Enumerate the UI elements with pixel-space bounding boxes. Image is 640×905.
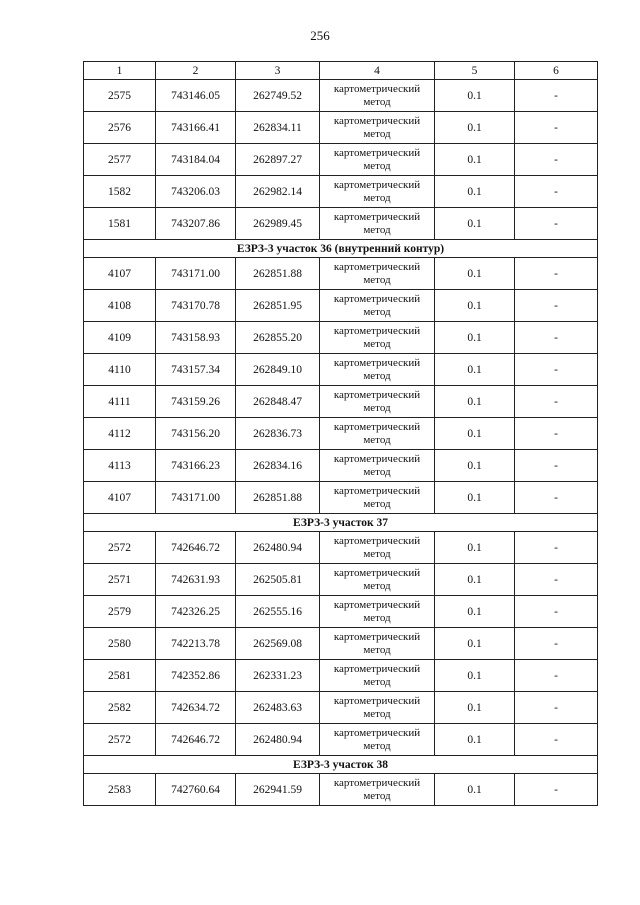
table-row: [84, 596, 598, 628]
x-coordinate-cell: 743146.05: [156, 80, 236, 112]
x-coordinate-cell: 742326.25: [156, 596, 236, 628]
y-coordinate-cell: 262480.94: [236, 724, 320, 756]
x-coordinate-cell: 743206.03: [156, 176, 236, 208]
accuracy-cell: 0.1: [435, 450, 515, 482]
y-coordinate-cell: 262505.81: [236, 564, 320, 596]
point-number-cell: 2580: [84, 628, 156, 660]
note-cell: -: [515, 596, 598, 628]
accuracy-cell: 0.1: [435, 354, 515, 386]
accuracy-cell: 0.1: [435, 418, 515, 450]
column-header: 4: [320, 62, 435, 80]
method-cell: картометрический метод: [320, 322, 435, 354]
point-number-cell: 2583: [84, 774, 156, 806]
y-coordinate-cell: 262749.52: [236, 80, 320, 112]
table-row: [84, 774, 598, 806]
table-body: [84, 62, 598, 806]
point-number-cell: 4112: [84, 418, 156, 450]
table-header-row: [84, 62, 598, 80]
method-cell: картометрический метод: [320, 208, 435, 240]
accuracy-cell: 0.1: [435, 724, 515, 756]
section-title: ЕЗРЗ-3 участок 36 (внутренний контур): [84, 240, 598, 258]
table-row: [84, 692, 598, 724]
table-row: [84, 112, 598, 144]
method-cell: картометрический метод: [320, 80, 435, 112]
accuracy-cell: 0.1: [435, 628, 515, 660]
y-coordinate-cell: 262851.88: [236, 258, 320, 290]
section-title: ЕЗРЗ-3 участок 37: [84, 514, 598, 532]
y-coordinate-cell: 262834.11: [236, 112, 320, 144]
point-number-cell: 4110: [84, 354, 156, 386]
accuracy-cell: 0.1: [435, 80, 515, 112]
method-cell: картометрический метод: [320, 386, 435, 418]
table-row: [84, 208, 598, 240]
method-cell: картометрический метод: [320, 112, 435, 144]
note-cell: -: [515, 112, 598, 144]
note-cell: -: [515, 692, 598, 724]
x-coordinate-cell: 743158.93: [156, 322, 236, 354]
y-coordinate-cell: 262849.10: [236, 354, 320, 386]
table-row: [84, 322, 598, 354]
point-number-cell: 2575: [84, 80, 156, 112]
section-header-row: [84, 514, 598, 532]
x-coordinate-cell: 743157.34: [156, 354, 236, 386]
accuracy-cell: 0.1: [435, 144, 515, 176]
point-number-cell: 4107: [84, 258, 156, 290]
method-cell: картометрический метод: [320, 774, 435, 806]
x-coordinate-cell: 742634.72: [156, 692, 236, 724]
section-header-row: [84, 756, 598, 774]
accuracy-cell: 0.1: [435, 176, 515, 208]
note-cell: -: [515, 354, 598, 386]
x-coordinate-cell: 743159.26: [156, 386, 236, 418]
accuracy-cell: 0.1: [435, 660, 515, 692]
y-coordinate-cell: 262569.08: [236, 628, 320, 660]
table-row: [84, 144, 598, 176]
y-coordinate-cell: 262848.47: [236, 386, 320, 418]
x-coordinate-cell: 743166.23: [156, 450, 236, 482]
method-cell: картометрический метод: [320, 532, 435, 564]
accuracy-cell: 0.1: [435, 386, 515, 418]
accuracy-cell: 0.1: [435, 774, 515, 806]
point-number-cell: 4113: [84, 450, 156, 482]
x-coordinate-cell: 743207.86: [156, 208, 236, 240]
accuracy-cell: 0.1: [435, 322, 515, 354]
table-row: [84, 418, 598, 450]
note-cell: -: [515, 628, 598, 660]
note-cell: -: [515, 322, 598, 354]
point-number-cell: 2582: [84, 692, 156, 724]
table-row: [84, 660, 598, 692]
note-cell: -: [515, 774, 598, 806]
method-cell: картометрический метод: [320, 482, 435, 514]
x-coordinate-cell: 742646.72: [156, 724, 236, 756]
y-coordinate-cell: 262982.14: [236, 176, 320, 208]
method-cell: картометрический метод: [320, 724, 435, 756]
accuracy-cell: 0.1: [435, 258, 515, 290]
method-cell: картометрический метод: [320, 258, 435, 290]
column-header: 1: [84, 62, 156, 80]
y-coordinate-cell: 262483.63: [236, 692, 320, 724]
table-row: [84, 724, 598, 756]
y-coordinate-cell: 262897.27: [236, 144, 320, 176]
x-coordinate-cell: 742646.72: [156, 532, 236, 564]
y-coordinate-cell: 262855.20: [236, 322, 320, 354]
column-header: 2: [156, 62, 236, 80]
method-cell: картометрический метод: [320, 660, 435, 692]
point-number-cell: 2577: [84, 144, 156, 176]
y-coordinate-cell: 262851.88: [236, 482, 320, 514]
x-coordinate-cell: 743171.00: [156, 482, 236, 514]
accuracy-cell: 0.1: [435, 112, 515, 144]
method-cell: картометрический метод: [320, 354, 435, 386]
table-row: [84, 386, 598, 418]
note-cell: -: [515, 532, 598, 564]
y-coordinate-cell: 262941.59: [236, 774, 320, 806]
table-row: [84, 290, 598, 322]
note-cell: -: [515, 564, 598, 596]
method-cell: картометрический метод: [320, 290, 435, 322]
method-cell: картометрический метод: [320, 564, 435, 596]
column-header: 6: [515, 62, 598, 80]
note-cell: -: [515, 386, 598, 418]
table-row: [84, 354, 598, 386]
note-cell: -: [515, 176, 598, 208]
x-coordinate-cell: 743166.41: [156, 112, 236, 144]
y-coordinate-cell: 262480.94: [236, 532, 320, 564]
table-row: [84, 450, 598, 482]
table-row: [84, 564, 598, 596]
method-cell: картометрический метод: [320, 176, 435, 208]
note-cell: -: [515, 258, 598, 290]
point-number-cell: 2572: [84, 724, 156, 756]
point-number-cell: 1581: [84, 208, 156, 240]
method-cell: картометрический метод: [320, 418, 435, 450]
point-number-cell: 4109: [84, 322, 156, 354]
accuracy-cell: 0.1: [435, 564, 515, 596]
column-header: 5: [435, 62, 515, 80]
y-coordinate-cell: 262331.23: [236, 660, 320, 692]
note-cell: -: [515, 290, 598, 322]
point-number-cell: 2581: [84, 660, 156, 692]
x-coordinate-cell: 742631.93: [156, 564, 236, 596]
column-header: 3: [236, 62, 320, 80]
y-coordinate-cell: 262836.73: [236, 418, 320, 450]
point-number-cell: 4108: [84, 290, 156, 322]
table-row: [84, 258, 598, 290]
y-coordinate-cell: 262989.45: [236, 208, 320, 240]
y-coordinate-cell: 262851.95: [236, 290, 320, 322]
y-coordinate-cell: 262555.16: [236, 596, 320, 628]
accuracy-cell: 0.1: [435, 208, 515, 240]
coordinates-table: [83, 61, 598, 806]
x-coordinate-cell: 742352.86: [156, 660, 236, 692]
accuracy-cell: 0.1: [435, 532, 515, 564]
x-coordinate-cell: 742213.78: [156, 628, 236, 660]
note-cell: -: [515, 80, 598, 112]
x-coordinate-cell: 743170.78: [156, 290, 236, 322]
note-cell: -: [515, 482, 598, 514]
note-cell: -: [515, 724, 598, 756]
section-header-row: [84, 240, 598, 258]
page-number: 256: [310, 28, 330, 43]
method-cell: картометрический метод: [320, 450, 435, 482]
x-coordinate-cell: 743171.00: [156, 258, 236, 290]
note-cell: -: [515, 450, 598, 482]
point-number-cell: 2579: [84, 596, 156, 628]
x-coordinate-cell: 743156.20: [156, 418, 236, 450]
accuracy-cell: 0.1: [435, 290, 515, 322]
point-number-cell: 2571: [84, 564, 156, 596]
point-number-cell: 4111: [84, 386, 156, 418]
note-cell: -: [515, 208, 598, 240]
x-coordinate-cell: 742760.64: [156, 774, 236, 806]
method-cell: картометрический метод: [320, 692, 435, 724]
method-cell: картометрический метод: [320, 596, 435, 628]
table-row: [84, 532, 598, 564]
point-number-cell: 1582: [84, 176, 156, 208]
x-coordinate-cell: 743184.04: [156, 144, 236, 176]
point-number-cell: 4107: [84, 482, 156, 514]
note-cell: -: [515, 144, 598, 176]
y-coordinate-cell: 262834.16: [236, 450, 320, 482]
section-title: ЕЗРЗ-3 участок 38: [84, 756, 598, 774]
table-row: [84, 628, 598, 660]
note-cell: -: [515, 418, 598, 450]
point-number-cell: 2576: [84, 112, 156, 144]
accuracy-cell: 0.1: [435, 596, 515, 628]
point-number-cell: 2572: [84, 532, 156, 564]
table-row: [84, 176, 598, 208]
note-cell: -: [515, 660, 598, 692]
method-cell: картометрический метод: [320, 144, 435, 176]
table-row: [84, 80, 598, 112]
accuracy-cell: 0.1: [435, 482, 515, 514]
table-row: [84, 482, 598, 514]
method-cell: картометрический метод: [320, 628, 435, 660]
accuracy-cell: 0.1: [435, 692, 515, 724]
